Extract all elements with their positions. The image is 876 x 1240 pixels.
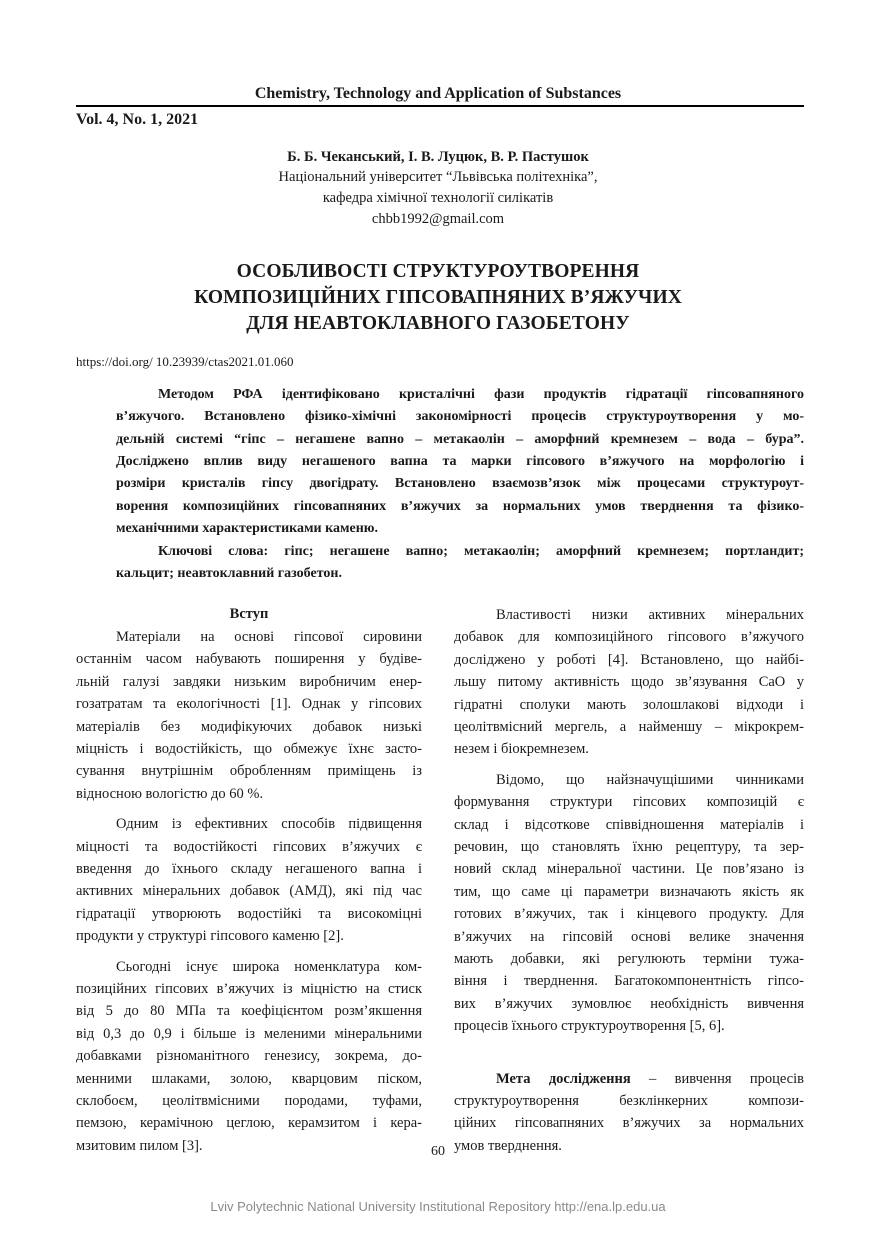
- body-text-line: міцності та водостійкості гіпсових в’яжучих є: [76, 838, 422, 855]
- bold-lead-in: Мета дослідження: [496, 1070, 631, 1087]
- body-text-line: досліджено у роботі [4]. Встановлено, що найбі-: [454, 651, 804, 668]
- body-text-line: льній галузі завдяки низьким виробничим енер-: [76, 673, 422, 690]
- abstract-line: ворення композиційних гіпсовапняних в’яжучих за нормальних умов тверднення та фізико-: [116, 498, 804, 514]
- article-title-line: ОСОБЛИВОСТІ СТРУКТУРОУТВОРЕННЯ: [236, 261, 640, 282]
- body-text-line: добавок для композиційного гіпсового в’яжучого: [454, 629, 804, 646]
- abstract-line: Досліджено вплив виду негашеного вапна та марки гіпсового в’яжучого на морфологію і: [116, 453, 804, 469]
- body-text-line: менними шлаками, золою, кварцовим піском,: [76, 1070, 422, 1087]
- body-text-line: цеолітвмісний мергель, а найменшу – мікрокрем-: [454, 719, 804, 735]
- body-text-line: структуроутворення безклінкерних компози-: [454, 1093, 804, 1109]
- body-text-line: останнім часом набувають поширення у будіве-: [76, 651, 422, 668]
- body-text-line: речовин, що становлять їхню рецептуру, та зер-: [454, 839, 804, 855]
- body-text-line: процесів їхнього структуроутворення [5, 6].: [454, 1018, 725, 1035]
- abstract-line: Методом РФА ідентифіковано кристалічні фази продуктів гідратації гіпсовапняного: [158, 387, 804, 402]
- body-text-line: від 0,3 до 0,9 і більше із меленими мінеральними: [76, 1025, 422, 1042]
- abstract-line: дельній системі “гіпс – негашене вапно – метакаолін – аморфний кремнезем – вода – бура”.: [116, 431, 804, 447]
- body-text-line: введення до їхнього складу негашеного вапна і: [76, 861, 422, 877]
- header-divider: [76, 105, 804, 107]
- article-title-line: ДЛЯ НЕАВТОКЛАВНОГО ГАЗОБЕТОНУ: [246, 313, 630, 334]
- body-text-line: Сьогодні існує широка номенклатура ком-: [116, 958, 422, 975]
- body-text-line: міцність і водостійкість, що обмежує їхнє засто-: [76, 741, 422, 757]
- keywords-line: кальцит; неавтоклавний газобетон.: [116, 566, 342, 582]
- body-text-line: гідратації утворюють водостійкі та високоміцні: [76, 905, 422, 922]
- keywords-line: Ключові слова: гіпс; негашене вапно; метакаолін; аморфний кремнезем; портландит;: [158, 544, 804, 559]
- body-text-line: мзитовим пилом [3].: [76, 1137, 203, 1154]
- body-text-line: склад і відсоткове співвідношення матеріалів і: [454, 816, 804, 833]
- body-text-line: позиційних гіпсових в’яжучих із міцністю на стиск: [76, 981, 422, 997]
- body-text-line: Відомо, що найзначущішими чинниками: [496, 771, 804, 788]
- body-text-line: відносною вологістю до 60 %.: [76, 785, 264, 802]
- body-text-line: добавками різноманітного генезису, зокрема, до-: [76, 1048, 422, 1065]
- abstract-line: розміри кристалів гіпсу двогідрату. Встановлено взаємозв’язок між процесами структуроут-: [116, 476, 804, 492]
- body-text-line: льшу питому активність щодо зв’язування CaO у: [454, 674, 804, 691]
- body-text-line: готових в’яжучих, так і кінцевого продукту. Для: [454, 906, 804, 923]
- body-text-line: матеріалів без модифікуючих добавок низькі: [76, 718, 422, 735]
- abstract-line: в’яжучого. Встановлено фізико-хімічні закономірності процесів структуроутворення у мо-: [116, 409, 804, 425]
- body-text-line: гозатратам та екологічності [1]. Однак у гіпсових: [76, 696, 422, 713]
- body-text-line: Мета дослідження – вивчення процесів: [496, 1070, 804, 1087]
- body-text-line: гідратні сполуки мають золошлакові відходи і: [454, 696, 804, 713]
- body-text-line: в’яжучих на гіпсовій основі велике значення: [454, 928, 804, 945]
- body-text-line: віння і тверднення. Багатокомпонентність гіпсо-: [454, 973, 804, 990]
- page-number: 60: [431, 1144, 445, 1159]
- body-text-line: новий склад мінеральної частини. Це пов’язано із: [454, 861, 804, 878]
- abstract-line: механічними характеристиками каменю.: [116, 520, 378, 536]
- body-text-line: незем і біокремнезем.: [454, 741, 589, 758]
- volume-info: Vol. 4, No. 1, 2021: [76, 111, 199, 128]
- body-text-line: тим, що саме ці параметри визначають якість як: [454, 883, 804, 900]
- body-text-line: формування структури гіпсових композицій є: [454, 794, 804, 811]
- body-text-line: продукти у структурі гіпсового каменю [2].: [76, 928, 344, 945]
- authors: Б. Б. Чеканський, І. В. Луцюк, В. Р. Пастушок: [287, 149, 589, 165]
- body-text-line: від 5 до 80 МПа та коефіцієнтом розм’якшення: [76, 1003, 422, 1020]
- body-text-line: умов тверднення.: [454, 1137, 562, 1154]
- body-text-line: Одним із ефективних способів підвищення: [116, 816, 422, 833]
- body-text-line: ційних гіпсовапняних в’яжучих за нормальних: [454, 1115, 804, 1132]
- body-text-line: пемзою, керамічною цеглою, керамзитом і кера-: [76, 1115, 422, 1132]
- affiliation-email[interactable]: chbb1992@gmail.com: [371, 211, 505, 227]
- article-title-line: КОМПОЗИЦІЙНИХ ГІПСОВАПНЯНИХ В’ЯЖУЧИХ: [194, 287, 682, 308]
- body-text-line: вих в’яжучих зумовлює необхідність вивчення: [454, 995, 804, 1012]
- body-text-line: активних мінеральних добавок (АМД), які під час: [76, 883, 422, 900]
- body-text-line: Властивості низки активних мінеральних: [496, 607, 804, 623]
- doi-link[interactable]: https://doi.org/ 10.23939/ctas2021.01.060: [76, 354, 294, 369]
- body-text-line: сування внутрішнім обробленням приміщень із: [76, 763, 422, 780]
- repository-footer[interactable]: Lviv Polytechnic National University Institutional Repository http://ena.lp.edu.ua: [210, 1199, 666, 1214]
- body-text-line: мають добавки, які регулюють терміни тужа-: [454, 951, 804, 967]
- affiliation-department: кафедра хімічної технології силікатів: [322, 190, 554, 206]
- body-text-line: склобоєм, цеолітвмісними породами, туфами,: [76, 1093, 422, 1109]
- section-heading-intro: Вступ: [229, 606, 269, 622]
- affiliation-university: Національний університет “Львівська політехніка”,: [278, 169, 598, 185]
- journal-title: Chemistry, Technology and Application of Substances: [254, 85, 622, 102]
- body-text-line: Матеріали на основі гіпсової сировини: [116, 629, 422, 645]
